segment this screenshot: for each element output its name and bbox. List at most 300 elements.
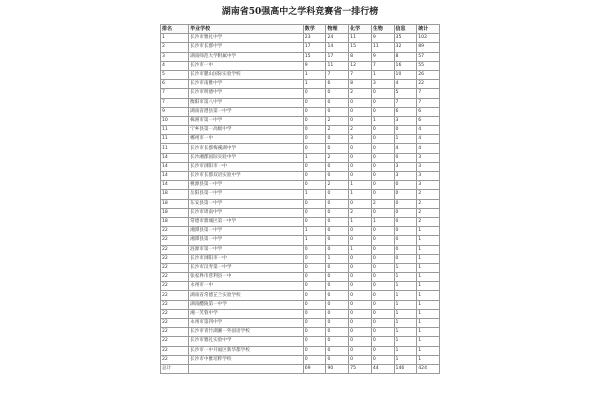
table-cell-total: 6 (417, 116, 440, 125)
table-cell-chemistry: 2 (349, 208, 372, 217)
table-cell-informatics: 1 (394, 319, 417, 328)
table-cell-total: 1 (417, 319, 440, 328)
table-cell-school: 长沙市浏阳市一中 (189, 162, 304, 171)
column-header-rank: 排名 (161, 25, 189, 34)
table-cell-math: 0 (303, 291, 326, 300)
table-row (161, 135, 440, 144)
table-cell-math: 1 (303, 236, 326, 245)
table-cell-chemistry: 2 (349, 89, 372, 98)
table-row (161, 80, 440, 89)
table-cell-biology: 7 (371, 61, 394, 70)
table-row (161, 144, 440, 153)
table-cell-biology: 0 (371, 319, 394, 328)
table-cell-school: 岳阳县第一中学 (189, 190, 304, 199)
table-cell-chemistry: 0 (349, 107, 372, 116)
table-cell-informatics: 8 (394, 52, 417, 61)
table-cell-informatics: 1 (394, 355, 417, 364)
table-cell-informatics: 1 (394, 291, 417, 300)
table-cell-chemistry: 12 (349, 61, 372, 70)
table-cell-school: 湘潭县第一中学 (189, 236, 304, 245)
table-cell-informatics: 5 (394, 89, 417, 98)
table-cell-school: 湘一芙蓉中学 (189, 309, 304, 318)
table-cell-physics: 2 (326, 181, 349, 190)
table-cell-informatics: 32 (394, 43, 417, 52)
table-cell-biology: 9 (371, 34, 394, 43)
table-cell-math: 0 (303, 208, 326, 217)
table-cell-biology: 3 (371, 80, 394, 89)
table-cell-math: 1 (303, 190, 326, 199)
table-cell-total: 1 (417, 337, 440, 346)
table-cell-biology: 0 (371, 254, 394, 263)
table-cell-biology: 2 (371, 199, 394, 208)
table-cell-school: 长沙市中雅培粹学校 (189, 355, 304, 364)
column-header-chemistry: 化学 (349, 25, 372, 34)
table-row (161, 43, 440, 52)
table-row (161, 319, 440, 328)
table-cell-physics: 0 (326, 144, 349, 153)
table-cell-school: 长沙市长郡中学 (189, 43, 304, 52)
table-cell-rank: 18 (161, 190, 189, 199)
table-cell-chemistry: 0 (349, 346, 372, 355)
table-cell-chemistry: 0 (349, 236, 372, 245)
table-row (161, 162, 440, 171)
table-cell-physics: 0 (326, 300, 349, 309)
table-cell-math: 0 (303, 254, 326, 263)
table-row (161, 98, 440, 107)
table-cell-physics: 11 (326, 61, 349, 70)
table-cell-physics: 2 (326, 153, 349, 162)
table-cell-biology: 0 (371, 98, 394, 107)
table-cell-biology: 0 (371, 153, 394, 162)
table-row (161, 355, 440, 364)
table-cell-rank: 22 (161, 328, 189, 337)
table-cell-physics: 7 (326, 70, 349, 79)
table-cell-total: 55 (417, 61, 440, 70)
table-cell-informatics: 1 (394, 263, 417, 272)
table-cell-informatics: 0 (394, 245, 417, 254)
table-cell-school: 长沙市浏阳市一中 (189, 254, 304, 263)
table-row (161, 208, 440, 217)
table-row (161, 199, 440, 208)
table-cell-chemistry: 1 (349, 217, 372, 226)
table-cell-school: 永州市第四中学 (189, 319, 304, 328)
column-header-math: 数学 (303, 25, 326, 34)
table-row (161, 89, 440, 98)
table-cell-chemistry: 3 (349, 135, 372, 144)
table-cell-biology: 0 (371, 144, 394, 153)
table-cell-biology: 0 (371, 236, 394, 245)
table-cell-school: 长沙湘郡国际实验中学 (189, 153, 304, 162)
table-cell-physics: 0 (326, 273, 349, 282)
table-cell-rank: 14 (161, 153, 189, 162)
table-row (161, 52, 440, 61)
table-cell-school: 湖南省澧县第一中学 (189, 107, 304, 116)
table-row (161, 116, 440, 125)
table-cell-informatics: 0 (394, 254, 417, 263)
table-cell-biology: 0 (371, 346, 394, 355)
table-cell-school: 长沙市长郡双语实验中学 (189, 172, 304, 181)
table-cell-rank: 22 (161, 245, 189, 254)
table-cell-biology: 0 (371, 300, 394, 309)
table-cell-rank: 14 (161, 181, 189, 190)
column-header-biology: 生物 (371, 25, 394, 34)
table-cell-informatics: 1 (394, 337, 417, 346)
table-cell-chemistry: 11 (349, 34, 372, 43)
table-cell-biology: 0 (371, 162, 394, 171)
table-cell-school: 长沙市汉寿第一中学 (189, 263, 304, 272)
table-cell-total: 3 (417, 162, 440, 171)
table-cell-chemistry: 0 (349, 172, 372, 181)
table-cell-biology: 1 (371, 116, 394, 125)
table-cell-informatics: 6 (394, 107, 417, 116)
table-cell-biology: 0 (371, 172, 394, 181)
table-cell-physics: 0 (326, 245, 349, 254)
table-cell-rank: 11 (161, 135, 189, 144)
table-cell-total: 2 (417, 199, 440, 208)
column-header-school: 毕业学校 (189, 25, 304, 34)
table-cell-math: 0 (303, 162, 326, 171)
table-cell-rank: 1 (161, 34, 189, 43)
table-cell-chemistry: 0 (349, 227, 372, 236)
table-cell-total: 1 (417, 245, 440, 254)
table-cell-school: 长沙市一中开福区新华都学校 (189, 346, 304, 355)
table-row (161, 227, 440, 236)
table-cell-physics: 0 (326, 227, 349, 236)
totals-cell-informatics: 146 (394, 364, 417, 373)
table-cell-chemistry: 0 (349, 328, 372, 337)
table-cell-chemistry: 0 (349, 98, 372, 107)
table-cell-school: 湖南醴陵第一中学 (189, 300, 304, 309)
table-cell-biology: 0 (371, 126, 394, 135)
table-cell-informatics: 16 (394, 61, 417, 70)
table-cell-math: 0 (303, 309, 326, 318)
table-cell-school: 长沙市一中 (189, 61, 304, 70)
table-cell-math: 0 (303, 328, 326, 337)
table-cell-physics: 0 (326, 291, 349, 300)
table-cell-biology: 11 (371, 43, 394, 52)
table-cell-school: 常德市鼎城区第一中学 (189, 217, 304, 226)
table-cell-chemistry: 0 (349, 254, 372, 263)
table-cell-biology: 0 (371, 337, 394, 346)
table-cell-informatics: 7 (394, 98, 417, 107)
totals-cell-physics: 90 (326, 364, 349, 373)
column-header-physics: 物理 (326, 25, 349, 34)
table-cell-total: 1 (417, 227, 440, 236)
table-cell-physics: 14 (326, 43, 349, 52)
table-cell-biology: 1 (371, 70, 394, 79)
table-cell-physics: 0 (326, 89, 349, 98)
table-cell-informatics: 10 (394, 70, 417, 79)
totals-cell-rank: 总计 (161, 364, 189, 373)
table-cell-school: 桃源县第一中学 (189, 181, 304, 190)
table-cell-biology: 0 (371, 282, 394, 291)
table-cell-biology: 0 (371, 89, 394, 98)
table-cell-biology: 1 (371, 217, 394, 226)
table-cell-school: 衡阳市第八中学 (189, 98, 304, 107)
table-cell-physics: 0 (326, 162, 349, 171)
table-cell-total: 3 (417, 153, 440, 162)
table-cell-rank: 7 (161, 98, 189, 107)
table-cell-physics: 0 (326, 355, 349, 364)
table-cell-informatics: 0 (394, 126, 417, 135)
table-cell-rank: 22 (161, 291, 189, 300)
table-cell-informatics: 0 (394, 217, 417, 226)
table-cell-total: 3 (417, 172, 440, 181)
table-cell-physics: 0 (326, 263, 349, 272)
table-cell-math: 1 (303, 153, 326, 162)
totals-cell-total: 424 (417, 364, 440, 373)
table-row (161, 34, 440, 43)
table-cell-chemistry: 0 (349, 319, 372, 328)
table-cell-total: 1 (417, 236, 440, 245)
table-cell-physics: 0 (326, 337, 349, 346)
table-cell-chemistry: 8 (349, 80, 372, 89)
table-cell-biology: 0 (371, 208, 394, 217)
table-cell-total: 4 (417, 126, 440, 135)
table-row (161, 153, 440, 162)
table-cell-school: 湖南省常德芷兰实验学校 (189, 291, 304, 300)
table-cell-school: 湘潭县第一中学 (189, 227, 304, 236)
table-cell-biology: 0 (371, 227, 394, 236)
table-cell-biology: 0 (371, 328, 394, 337)
table-cell-physics: 0 (326, 98, 349, 107)
table-cell-total: 3 (417, 181, 440, 190)
table-cell-physics: 0 (326, 319, 349, 328)
table-cell-math: 9 (303, 61, 326, 70)
table-row (161, 309, 440, 318)
table-cell-informatics: 0 (394, 208, 417, 217)
table-cell-physics: 0 (326, 282, 349, 291)
table-cell-school: 株洲市第一中学 (189, 116, 304, 125)
table-cell-school: 长沙市周南中学 (189, 208, 304, 217)
table-cell-biology: 0 (371, 309, 394, 318)
table-cell-rank: 22 (161, 273, 189, 282)
table-cell-chemistry: 1 (349, 181, 372, 190)
table-row (161, 126, 440, 135)
table-cell-rank: 11 (161, 144, 189, 153)
table-row (161, 236, 440, 245)
table-cell-chemistry: 0 (349, 153, 372, 162)
table-cell-school: 长沙市雅礼中学 (189, 34, 304, 43)
table-cell-informatics: 3 (394, 162, 417, 171)
table-cell-math: 17 (303, 43, 326, 52)
ranking-table (160, 24, 440, 374)
table-cell-school: 长沙市雅礼实验中学 (189, 337, 304, 346)
table-cell-math: 0 (303, 98, 326, 107)
table-cell-biology: 0 (371, 245, 394, 254)
table-row (161, 346, 440, 355)
table-cell-chemistry: 8 (349, 52, 372, 61)
table-cell-rank: 22 (161, 337, 189, 346)
table-cell-rank: 9 (161, 107, 189, 116)
table-cell-physics: 6 (326, 80, 349, 89)
table-row (161, 337, 440, 346)
table-cell-rank: 2 (161, 43, 189, 52)
table-cell-rank: 22 (161, 227, 189, 236)
table-row (161, 107, 440, 116)
table-cell-rank: 5 (161, 70, 189, 79)
table-cell-rank: 18 (161, 208, 189, 217)
header-row (161, 25, 440, 34)
table-cell-school: 东安县第一中学 (189, 199, 304, 208)
table-cell-total: 1 (417, 273, 440, 282)
table-cell-biology: 0 (371, 291, 394, 300)
table-cell-rank: 7 (161, 89, 189, 98)
table-cell-physics: 0 (326, 309, 349, 318)
table-cell-rank: 14 (161, 172, 189, 181)
table-cell-rank: 3 (161, 52, 189, 61)
table-cell-math: 0 (303, 300, 326, 309)
table-cell-chemistry: 0 (349, 144, 372, 153)
table-cell-math: 23 (303, 34, 326, 43)
table-cell-physics: 0 (326, 199, 349, 208)
table-cell-rank: 6 (161, 80, 189, 89)
table-row (161, 245, 440, 254)
table-cell-rank: 22 (161, 300, 189, 309)
table-cell-biology: 0 (371, 355, 394, 364)
table-cell-rank: 22 (161, 319, 189, 328)
table-cell-rank: 10 (161, 116, 189, 125)
table-cell-rank: 18 (161, 199, 189, 208)
table-cell-physics: 24 (326, 34, 349, 43)
table-cell-rank: 18 (161, 217, 189, 226)
table-cell-biology: 0 (371, 135, 394, 144)
table-cell-chemistry: 0 (349, 282, 372, 291)
table-cell-total: 22 (417, 80, 440, 89)
table-cell-informatics: 1 (394, 346, 417, 355)
table-cell-total: 1 (417, 346, 440, 355)
table-cell-total: 89 (417, 43, 440, 52)
table-row (161, 282, 440, 291)
table-row (161, 328, 440, 337)
table-cell-school: 长沙市南雅中学 (189, 80, 304, 89)
table-cell-chemistry: 0 (349, 199, 372, 208)
table-cell-biology: 0 (371, 107, 394, 116)
totals-cell-biology: 44 (371, 364, 394, 373)
table-cell-rank: 11 (161, 126, 189, 135)
table-cell-math: 1 (303, 70, 326, 79)
table-cell-total: 1 (417, 263, 440, 272)
totals-cell-school (189, 364, 304, 373)
page-title: 湖南省50强高中之学科竞赛省一排行榜 (221, 7, 379, 17)
table-cell-total: 1 (417, 355, 440, 364)
ranking-sheet (160, 0, 440, 400)
table-cell-math: 0 (303, 135, 326, 144)
table-cell-total: 102 (417, 34, 440, 43)
table-cell-total: 2 (417, 208, 440, 217)
table-cell-physics: 0 (326, 208, 349, 217)
table-cell-total: 7 (417, 89, 440, 98)
table-cell-rank: 14 (161, 162, 189, 171)
table-row (161, 70, 440, 79)
table-cell-math: 0 (303, 199, 326, 208)
table-cell-physics: 0 (326, 217, 349, 226)
table-cell-total: 6 (417, 107, 440, 116)
totals-cell-chemistry: 75 (349, 364, 372, 373)
table-cell-informatics: 0 (394, 153, 417, 162)
table-cell-chemistry: 0 (349, 309, 372, 318)
table-cell-physics: 0 (326, 107, 349, 116)
table-cell-math: 0 (303, 273, 326, 282)
table-cell-informatics: 0 (394, 236, 417, 245)
table-cell-informatics: 0 (394, 199, 417, 208)
table-cell-physics: 2 (326, 126, 349, 135)
table-cell-biology: 0 (371, 181, 394, 190)
table-cell-informatics: 4 (394, 144, 417, 153)
table-cell-physics: 17 (326, 52, 349, 61)
table-cell-total: 1 (417, 254, 440, 263)
table-cell-total: 1 (417, 328, 440, 337)
table-cell-school: 湖南师范大学附属中学 (189, 52, 304, 61)
table-row (161, 263, 440, 272)
table-cell-math: 0 (303, 319, 326, 328)
table-cell-chemistry: 0 (349, 263, 372, 272)
table-cell-total: 4 (417, 144, 440, 153)
table-cell-chemistry: 1 (349, 190, 372, 199)
table-cell-total: 26 (417, 70, 440, 79)
table-cell-total: 1 (417, 282, 440, 291)
table-row (161, 181, 440, 190)
table-cell-informatics: 3 (394, 116, 417, 125)
table-cell-biology: 0 (371, 190, 394, 199)
table-cell-informatics: 35 (394, 34, 417, 43)
totals-row (161, 364, 440, 373)
table-cell-chemistry: 0 (349, 355, 372, 364)
table-cell-physics: 0 (326, 328, 349, 337)
totals-cell-math: 69 (303, 364, 326, 373)
table-cell-chemistry: 0 (349, 300, 372, 309)
table-cell-rank: 22 (161, 236, 189, 245)
table-cell-school: 永州市一中 (189, 282, 304, 291)
table-cell-rank: 22 (161, 346, 189, 355)
table-cell-total: 4 (417, 135, 440, 144)
table-row (161, 190, 440, 199)
table-cell-informatics: 0 (394, 190, 417, 199)
table-cell-math: 0 (303, 172, 326, 181)
table-cell-math: 0 (303, 263, 326, 272)
table-cell-math: 0 (303, 126, 326, 135)
column-header-total: 统计 (417, 25, 440, 34)
table-cell-chemistry: 0 (349, 273, 372, 282)
table-cell-biology: 0 (371, 263, 394, 272)
table-cell-math: 1 (303, 227, 326, 236)
table-cell-chemistry: 2 (349, 126, 372, 135)
table-cell-math: 0 (303, 245, 326, 254)
table-cell-school: 长沙市麓山国际实验学校 (189, 70, 304, 79)
table-cell-rank: 4 (161, 61, 189, 70)
table-cell-math: 0 (303, 144, 326, 153)
table-cell-math: 0 (303, 217, 326, 226)
table-cell-school: 长沙市青竹湖湘一外国语学校 (189, 328, 304, 337)
table-cell-informatics: 0 (394, 181, 417, 190)
table-cell-chemistry: 1 (349, 245, 372, 254)
table-cell-school: 涟源市第一中学 (189, 245, 304, 254)
table-cell-chemistry: 0 (349, 162, 372, 171)
table-cell-chemistry: 0 (349, 337, 372, 346)
table-cell-physics: 0 (326, 190, 349, 199)
table-cell-school: 长沙市长郡梅溪湖中学 (189, 144, 304, 153)
table-cell-math: 1 (303, 80, 326, 89)
table-cell-physics: 2 (326, 116, 349, 125)
table-cell-math: 15 (303, 52, 326, 61)
column-header-informatics: 信息 (394, 25, 417, 34)
table-cell-informatics: 1 (394, 282, 417, 291)
table-cell-total: 7 (417, 98, 440, 107)
table-cell-physics: 0 (326, 135, 349, 144)
table-cell-math: 0 (303, 181, 326, 190)
table-cell-physics: 0 (326, 346, 349, 355)
table-cell-school: 张家界市慈利县一中 (189, 273, 304, 282)
